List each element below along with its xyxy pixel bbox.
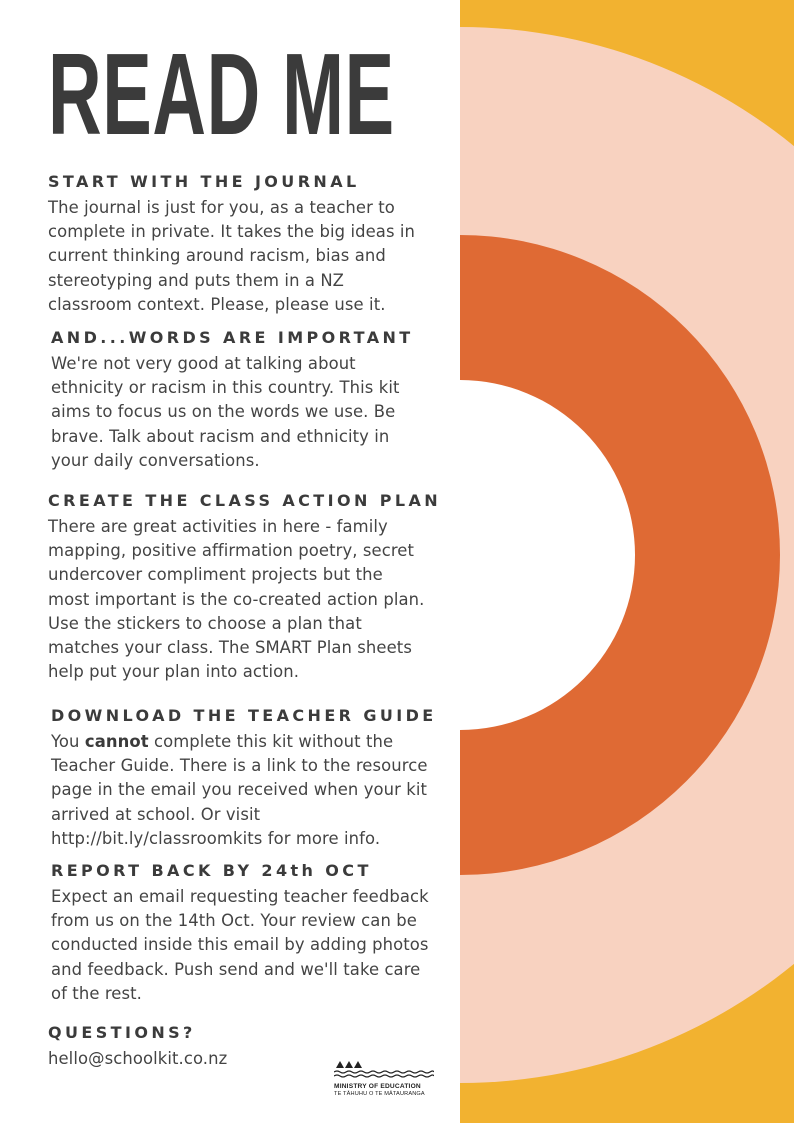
section-body	[51, 730, 431, 851]
section-heading: DOWNLOAD THE TEACHER GUIDE	[51, 706, 437, 725]
page-title: READ ME	[48, 29, 395, 159]
section-teacher-guide	[51, 706, 437, 851]
section-words	[51, 328, 431, 473]
section-body: Expect an email requesting teacher feedback from us on the 14th Oct. Your review can be conducted inside this email by adding photos and feedback. Push send and we'll take care of the rest.	[51, 887, 429, 1003]
section-action-plan	[48, 491, 442, 684]
logo-subtitle: TE TĀHUHU O TE MĀTAURANGA	[334, 1091, 425, 1097]
guide-body-emphasis: cannot	[84, 732, 149, 751]
section-heading: AND...WORDS ARE IMPORTANT	[51, 328, 414, 347]
section-body: We're not very good at talking about ethnicity or racism in this country. This kit aims to focus us on the words we use. Be brave. Talk about racism and ethnicity in your daily conversations.	[51, 354, 400, 470]
section-heading: QUESTIONS?	[48, 1023, 196, 1042]
section-journal	[48, 172, 428, 317]
contact-email[interactable]: hello@schoolkit.co.nz	[48, 1049, 228, 1068]
guide-body-start: You	[51, 732, 85, 751]
section-heading: START WITH THE JOURNAL	[48, 172, 360, 191]
section-body: The journal is just for you, as a teacher to complete in private. It takes the big ideas in current thinking around racism, bias and stereotyping and puts them in a NZ classroom context. Please, please use it.	[48, 198, 416, 314]
section-body: There are great activities in here - family mapping, positive affirmation poetry, secret undercover compliment projects but the most important is the co-created action plan. Use the stickers to choose a plan that matches your class. The SMART Plan sheets help put your plan into action.	[48, 517, 425, 682]
logo-mark-icon	[334, 1060, 434, 1082]
section-report-back	[51, 861, 431, 1006]
ministry-of-education-logo	[334, 1060, 444, 1102]
section-heading: REPORT BACK BY 24th OCT	[51, 861, 372, 880]
decorative-arc-panel	[460, 0, 794, 1123]
logo-name: MINISTRY OF EDUCATION	[334, 1083, 421, 1090]
section-heading: CREATE THE CLASS ACTION PLAN	[48, 491, 442, 510]
guide-body-end: complete this kit without the Teacher Guide. There is a link to the resource page in the email you received when your kit arrived at school. Or visit http://bit.ly/classroomkits for more info.	[51, 732, 428, 848]
concentric-arcs-graphic	[460, 0, 794, 1123]
